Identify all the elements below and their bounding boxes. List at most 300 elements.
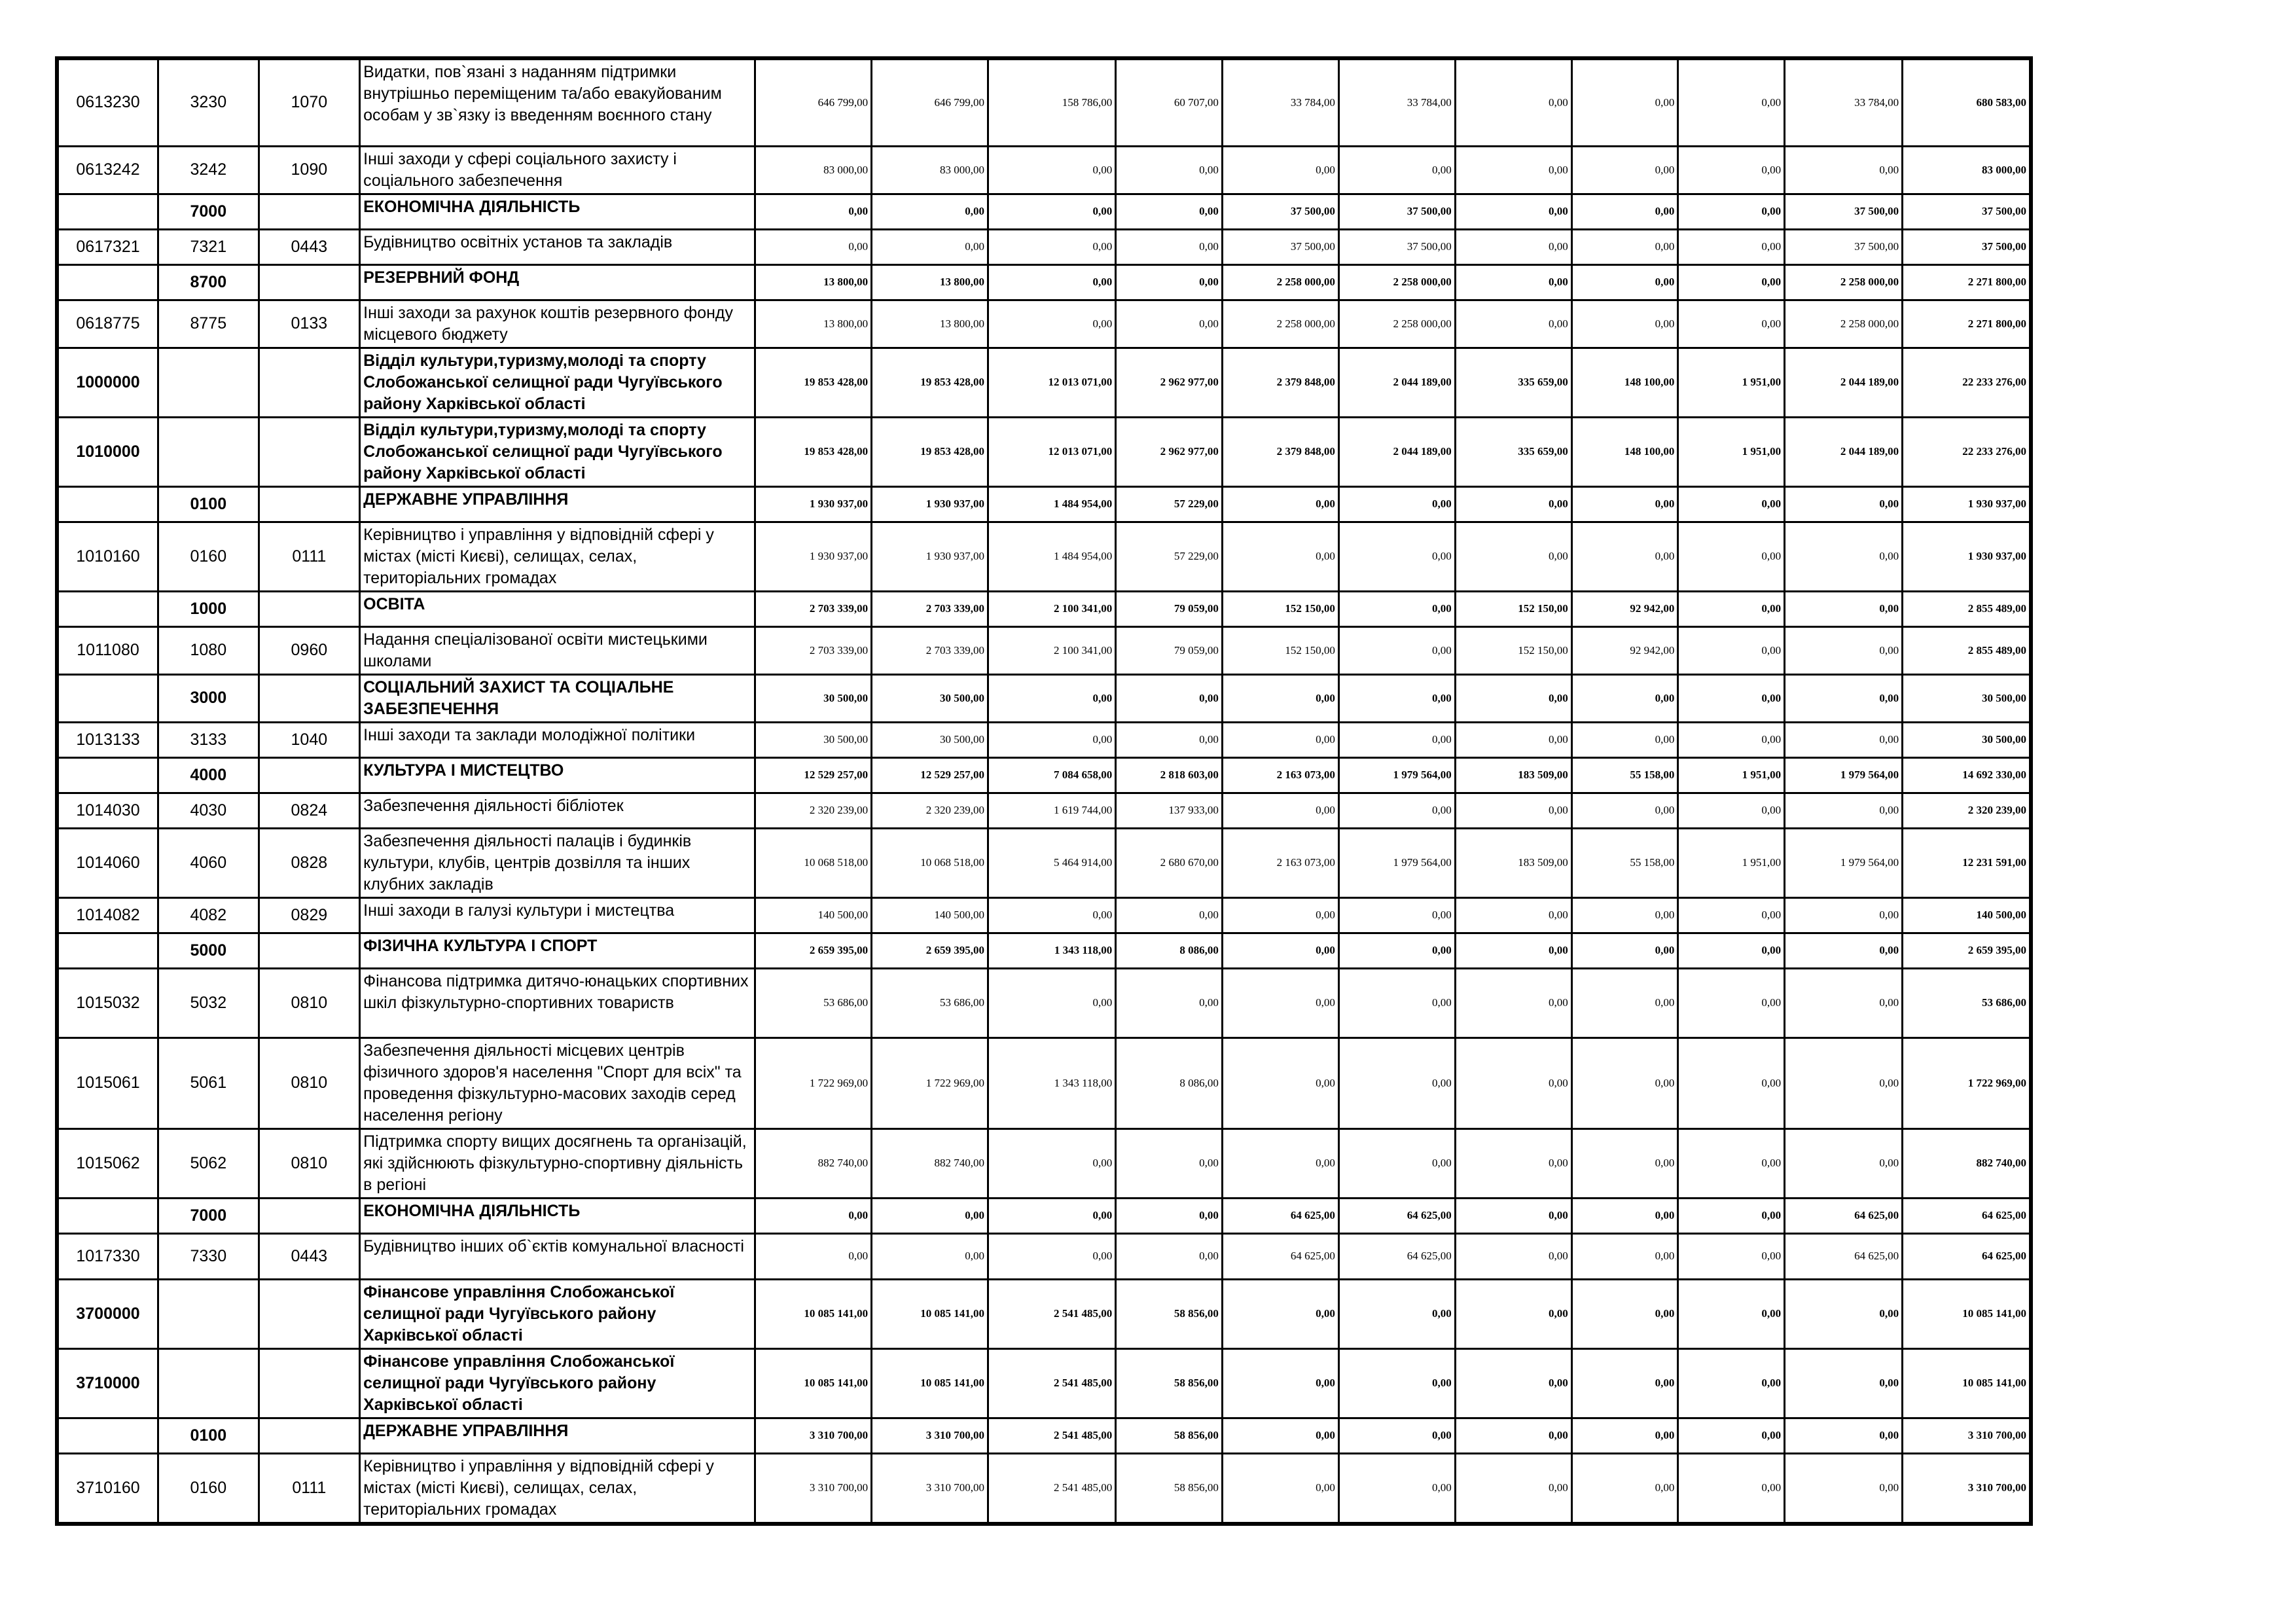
total-amount-cell: 2 855 489,00 [1903,591,2031,626]
amount-cell: 1 484 954,00 [988,486,1116,522]
table-row [57,146,2031,194]
total-amount-cell: 37 500,00 [1903,194,2031,229]
total-amount-cell: 2 320 239,00 [1903,793,2031,828]
amount-cell: 0,00 [1571,522,1678,591]
kpkv-code-cell: 7000 [158,1198,259,1233]
amount-cell: 12 013 071,00 [988,348,1116,417]
table-row [57,674,2031,722]
program-name-cell: Забезпечення діяльності бібліотек [360,793,755,828]
program-name-cell: Будівництво інших об`єктів комунальної власності [360,1233,755,1279]
amount-cell: 1 979 564,00 [1338,757,1455,793]
amount-cell: 10 068 518,00 [872,828,988,897]
kpkv-code-cell [158,1348,259,1418]
amount-cell: 0,00 [1222,1453,1338,1524]
amount-cell: 2 258 000,00 [1222,300,1338,348]
amount-cell: 0,00 [1678,793,1785,828]
amount-cell: 0,00 [1785,1348,1903,1418]
amount-cell: 2 044 189,00 [1785,348,1903,417]
amount-cell: 137 933,00 [1116,793,1223,828]
amount-cell: 1 930 937,00 [755,522,872,591]
amount-cell: 0,00 [1455,1038,1571,1128]
amount-cell: 0,00 [1571,58,1678,146]
amount-cell: 0,00 [1785,146,1903,194]
amount-cell: 58 856,00 [1116,1418,1223,1453]
amount-cell: 0,00 [1785,1453,1903,1524]
amount-cell: 0,00 [1222,522,1338,591]
amount-cell: 2 541 485,00 [988,1453,1116,1524]
amount-cell: 0,00 [1455,1198,1571,1233]
amount-cell: 0,00 [1571,968,1678,1038]
function-code-cell: 1070 [259,58,360,146]
amount-cell: 33 784,00 [1338,58,1455,146]
amount-cell: 0,00 [1571,933,1678,968]
function-code-cell: 0133 [259,300,360,348]
program-name-cell: Забезпечення діяльності палаців i будинків культури, клубів, центрів дозвілля та iнших клубних закладів [360,828,755,897]
program-name-cell: Інші заходи у сфері соціального захисту і соціального забезпечення [360,146,755,194]
amount-cell: 0,00 [1116,229,1223,264]
program-name-cell: Керівництво і управління у відповідній сфері у містах (місті Києві), селищах, селах, територіальних громадах [360,1453,755,1524]
table-row [57,229,2031,264]
function-code-cell: 0960 [259,626,360,674]
amount-cell: 0,00 [1678,1418,1785,1453]
amount-cell: 2 962 977,00 [1116,348,1223,417]
amount-cell: 0,00 [1571,1453,1678,1524]
program-code-cell: 1011080 [57,626,158,674]
amount-cell: 2 962 977,00 [1116,417,1223,486]
amount-cell: 0,00 [1116,674,1223,722]
function-code-cell: 1090 [259,146,360,194]
amount-cell: 0,00 [988,194,1116,229]
table-row [57,793,2031,828]
program-code-cell: 3700000 [57,1279,158,1348]
program-name-cell: КУЛЬТУРА І МИСТЕЦТВО [360,757,755,793]
program-code-cell: 1015061 [57,1038,158,1128]
amount-cell: 0,00 [1785,722,1903,757]
amount-cell: 64 625,00 [1785,1198,1903,1233]
amount-cell: 0,00 [1116,146,1223,194]
amount-cell: 57 229,00 [1116,486,1223,522]
kpkv-code-cell [158,1279,259,1348]
amount-cell: 2 680 670,00 [1116,828,1223,897]
amount-cell: 0,00 [1455,1233,1571,1279]
amount-cell: 140 500,00 [755,897,872,933]
amount-cell: 0,00 [1678,722,1785,757]
total-amount-cell: 1 722 969,00 [1903,1038,2031,1128]
amount-cell: 0,00 [1338,722,1455,757]
program-code-cell: 3710000 [57,1348,158,1418]
amount-cell: 1 930 937,00 [755,486,872,522]
amount-cell: 2 703 339,00 [872,626,988,674]
amount-cell: 0,00 [1455,300,1571,348]
program-code-cell: 0613230 [57,58,158,146]
amount-cell: 0,00 [1222,146,1338,194]
kpkv-code-cell: 1080 [158,626,259,674]
amount-cell: 0,00 [1455,1128,1571,1198]
amount-cell: 2 659 395,00 [755,933,872,968]
amount-cell: 0,00 [988,264,1116,300]
amount-cell: 0,00 [1785,626,1903,674]
total-amount-cell: 30 500,00 [1903,722,2031,757]
amount-cell: 335 659,00 [1455,417,1571,486]
program-code-cell [57,757,158,793]
amount-cell: 33 784,00 [1222,58,1338,146]
amount-cell: 0,00 [1678,1453,1785,1524]
function-code-cell: 0810 [259,1038,360,1128]
amount-cell: 13 800,00 [755,264,872,300]
kpkv-code-cell: 5032 [158,968,259,1038]
amount-cell: 183 509,00 [1455,757,1571,793]
amount-cell: 0,00 [1338,933,1455,968]
kpkv-code-cell: 5062 [158,1128,259,1198]
amount-cell: 0,00 [1455,933,1571,968]
program-name-cell: Фінансове управління Слобожанської селищної ради Чугуївського району Харківської області [360,1279,755,1348]
amount-cell: 1 930 937,00 [872,522,988,591]
amount-cell: 1 979 564,00 [1338,828,1455,897]
kpkv-code-cell: 0160 [158,522,259,591]
amount-cell: 0,00 [1338,1038,1455,1128]
amount-cell: 148 100,00 [1571,348,1678,417]
amount-cell: 0,00 [1678,1348,1785,1418]
function-code-cell [259,264,360,300]
amount-cell: 2 703 339,00 [755,591,872,626]
amount-cell: 882 740,00 [755,1128,872,1198]
amount-cell: 2 541 485,00 [988,1418,1116,1453]
amount-cell: 64 625,00 [1222,1233,1338,1279]
kpkv-code-cell: 1000 [158,591,259,626]
program-code-cell: 1013133 [57,722,158,757]
program-name-cell: Відділ культури,туризму,молоді та спорту Слобожанської селищної ради Чугуївського району Харківської області [360,417,755,486]
table-body [57,58,2031,1524]
total-amount-cell: 3 310 700,00 [1903,1453,2031,1524]
amount-cell: 0,00 [1222,1418,1338,1453]
amount-cell: 0,00 [1571,1128,1678,1198]
amount-cell: 2 258 000,00 [1222,264,1338,300]
amount-cell: 0,00 [1678,897,1785,933]
amount-cell: 0,00 [1785,897,1903,933]
amount-cell: 0,00 [1338,793,1455,828]
program-code-cell: 3710160 [57,1453,158,1524]
amount-cell: 0,00 [1222,1348,1338,1418]
amount-cell: 0,00 [1455,1418,1571,1453]
amount-cell: 2 703 339,00 [872,591,988,626]
kpkv-code-cell: 3242 [158,146,259,194]
amount-cell: 148 100,00 [1571,417,1678,486]
program-name-cell: Інші заходи в галузі культури і мистецтва [360,897,755,933]
amount-cell: 1 484 954,00 [988,522,1116,591]
amount-cell: 0,00 [1338,1128,1455,1198]
amount-cell: 8 086,00 [1116,933,1223,968]
table-row [57,300,2031,348]
amount-cell: 10 085 141,00 [755,1279,872,1348]
amount-cell: 1 930 937,00 [872,486,988,522]
amount-cell: 37 500,00 [1785,194,1903,229]
amount-cell: 2 044 189,00 [1785,417,1903,486]
amount-cell: 0,00 [1678,229,1785,264]
total-amount-cell: 10 085 141,00 [1903,1279,2031,1348]
amount-cell: 0,00 [1785,1418,1903,1453]
amount-cell: 19 853 428,00 [872,348,988,417]
amount-cell: 58 856,00 [1116,1348,1223,1418]
total-amount-cell: 10 085 141,00 [1903,1348,2031,1418]
amount-cell: 1 979 564,00 [1785,828,1903,897]
amount-cell: 2 320 239,00 [755,793,872,828]
kpkv-code-cell: 3133 [158,722,259,757]
program-code-cell: 1015032 [57,968,158,1038]
amount-cell: 92 942,00 [1571,626,1678,674]
function-code-cell: 0443 [259,1233,360,1279]
amount-cell: 0,00 [1455,793,1571,828]
table-row [57,1198,2031,1233]
amount-cell: 33 784,00 [1785,58,1903,146]
amount-cell: 0,00 [1222,1279,1338,1348]
function-code-cell [259,348,360,417]
amount-cell: 0,00 [755,1198,872,1233]
amount-cell: 37 500,00 [1222,194,1338,229]
amount-cell: 0,00 [988,229,1116,264]
amount-cell: 0,00 [1222,897,1338,933]
amount-cell: 0,00 [988,1128,1116,1198]
amount-cell: 64 625,00 [1338,1198,1455,1233]
amount-cell: 3 310 700,00 [872,1453,988,1524]
function-code-cell: 0443 [259,229,360,264]
kpkv-code-cell: 0100 [158,1418,259,1453]
amount-cell: 0,00 [1455,486,1571,522]
program-name-cell: Забезпечення діяльності місцевих центрів фізичного здоров'я населення "Спорт для всіх" та проведення фізкультурно-масових заходів серед населення регіону [360,1038,755,1128]
amount-cell: 0,00 [1116,194,1223,229]
amount-cell: 0,00 [1785,1279,1903,1348]
amount-cell: 57 229,00 [1116,522,1223,591]
kpkv-code-cell: 5000 [158,933,259,968]
amount-cell: 0,00 [988,897,1116,933]
table-row [57,522,2031,591]
program-code-cell: 1014082 [57,897,158,933]
amount-cell: 2 659 395,00 [872,933,988,968]
amount-cell: 0,00 [1455,897,1571,933]
program-name-cell: Керівництво і управління у відповідній сфері у містах (місті Києві), селищах, селах, територіальних громадах [360,522,755,591]
amount-cell: 10 085 141,00 [755,1348,872,1418]
amount-cell: 30 500,00 [755,722,872,757]
amount-cell: 1 343 118,00 [988,1038,1116,1128]
amount-cell: 0,00 [872,1233,988,1279]
amount-cell: 12 529 257,00 [872,757,988,793]
amount-cell: 0,00 [1785,591,1903,626]
amount-cell: 152 150,00 [1222,626,1338,674]
table-row [57,897,2031,933]
amount-cell: 12 013 071,00 [988,417,1116,486]
amount-cell: 13 800,00 [872,264,988,300]
amount-cell: 0,00 [1116,1198,1223,1233]
amount-cell: 10 085 141,00 [872,1279,988,1348]
amount-cell: 0,00 [1455,264,1571,300]
amount-cell: 0,00 [988,968,1116,1038]
table-row [57,757,2031,793]
table-row [57,58,2031,146]
amount-cell: 19 853 428,00 [755,417,872,486]
amount-cell: 3 310 700,00 [755,1418,872,1453]
kpkv-code-cell: 8700 [158,264,259,300]
function-code-cell: 1040 [259,722,360,757]
table-row [57,417,2031,486]
amount-cell: 83 000,00 [872,146,988,194]
amount-cell: 0,00 [988,674,1116,722]
amount-cell: 2 258 000,00 [1785,300,1903,348]
amount-cell: 0,00 [1571,1279,1678,1348]
amount-cell: 0,00 [1678,1128,1785,1198]
amount-cell: 13 800,00 [755,300,872,348]
function-code-cell [259,757,360,793]
amount-cell: 335 659,00 [1455,348,1571,417]
amount-cell: 0,00 [1678,522,1785,591]
amount-cell: 1 951,00 [1678,348,1785,417]
amount-cell: 0,00 [872,229,988,264]
amount-cell: 1 722 969,00 [755,1038,872,1128]
function-code-cell [259,591,360,626]
program-code-cell: 1010000 [57,417,158,486]
amount-cell: 0,00 [1571,300,1678,348]
amount-cell: 0,00 [1116,968,1223,1038]
amount-cell: 0,00 [1678,674,1785,722]
amount-cell: 37 500,00 [1222,229,1338,264]
amount-cell: 0,00 [1678,591,1785,626]
program-name-cell: Надання спеціалізованої освіти мистецькими школами [360,626,755,674]
amount-cell: 30 500,00 [872,674,988,722]
amount-cell: 646 799,00 [755,58,872,146]
amount-cell: 0,00 [872,194,988,229]
total-amount-cell: 2 855 489,00 [1903,626,2031,674]
function-code-cell [259,1279,360,1348]
kpkv-code-cell: 0100 [158,486,259,522]
function-code-cell [259,486,360,522]
amount-cell: 30 500,00 [872,722,988,757]
kpkv-code-cell: 7330 [158,1233,259,1279]
amount-cell: 0,00 [1455,194,1571,229]
program-name-cell: РЕЗЕРВНИЙ ФОНД [360,264,755,300]
total-amount-cell: 1 930 937,00 [1903,486,2031,522]
amount-cell: 0,00 [1455,146,1571,194]
total-amount-cell: 2 271 800,00 [1903,300,2031,348]
amount-cell: 0,00 [1571,722,1678,757]
table-row [57,1233,2031,1279]
amount-cell: 0,00 [1455,722,1571,757]
amount-cell: 64 625,00 [1222,1198,1338,1233]
total-amount-cell: 12 231 591,00 [1903,828,2031,897]
amount-cell: 0,00 [1338,968,1455,1038]
amount-cell: 0,00 [1222,933,1338,968]
amount-cell: 79 059,00 [1116,626,1223,674]
function-code-cell [259,194,360,229]
amount-cell: 2 258 000,00 [1785,264,1903,300]
amount-cell: 0,00 [1571,1233,1678,1279]
kpkv-code-cell: 3230 [158,58,259,146]
program-name-cell: Фінансова підтримка дитячо-юнацьких спортивних шкіл фізкультурно-спортивних товариств [360,968,755,1038]
amount-cell: 1 343 118,00 [988,933,1116,968]
amount-cell: 0,00 [1785,522,1903,591]
amount-cell: 0,00 [1785,1128,1903,1198]
program-name-cell: ЕКОНОМІЧНА ДІЯЛЬНІСТЬ [360,194,755,229]
amount-cell: 53 686,00 [872,968,988,1038]
program-code-cell: 1015062 [57,1128,158,1198]
program-code-cell: 1000000 [57,348,158,417]
amount-cell: 0,00 [1222,722,1338,757]
function-code-cell [259,1348,360,1418]
table-row [57,486,2031,522]
amount-cell: 19 853 428,00 [872,417,988,486]
amount-cell: 0,00 [1455,522,1571,591]
function-code-cell [259,1198,360,1233]
amount-cell: 58 856,00 [1116,1453,1223,1524]
amount-cell: 64 625,00 [1338,1233,1455,1279]
total-amount-cell: 64 625,00 [1903,1233,2031,1279]
amount-cell: 0,00 [1116,722,1223,757]
table-row [57,591,2031,626]
function-code-cell: 0828 [259,828,360,897]
amount-cell: 0,00 [1338,591,1455,626]
amount-cell: 2 379 848,00 [1222,348,1338,417]
amount-cell: 0,00 [1338,522,1455,591]
table-row [57,1128,2031,1198]
amount-cell: 2 703 339,00 [755,626,872,674]
amount-cell: 140 500,00 [872,897,988,933]
budget-table [55,56,2033,1526]
table-row [57,194,2031,229]
amount-cell: 0,00 [1571,674,1678,722]
amount-cell: 0,00 [1116,1128,1223,1198]
amount-cell: 0,00 [1785,1038,1903,1128]
program-code-cell: 1010160 [57,522,158,591]
amount-cell: 1 722 969,00 [872,1038,988,1128]
table-row [57,1453,2031,1524]
amount-cell: 0,00 [1571,486,1678,522]
amount-cell: 646 799,00 [872,58,988,146]
program-name-cell: Фінансове управління Слобожанської селищної ради Чугуївського району Харківської області [360,1348,755,1418]
amount-cell: 0,00 [872,1198,988,1233]
program-name-cell: Інші заходи за рахунок коштів резервного фонду місцевого бюджету [360,300,755,348]
program-code-cell [57,591,158,626]
program-code-cell: 1014060 [57,828,158,897]
program-name-cell: Інші заходи та заклади молодіжної політики [360,722,755,757]
amount-cell: 0,00 [1571,1198,1678,1233]
amount-cell: 2 258 000,00 [1338,300,1455,348]
program-name-cell: ОСВІТА [360,591,755,626]
amount-cell: 19 853 428,00 [755,348,872,417]
table-row [57,1279,2031,1348]
program-code-cell [57,1418,158,1453]
program-name-cell: ДЕРЖАВНЕ УПРАВЛІННЯ [360,1418,755,1453]
amount-cell: 0,00 [1678,1279,1785,1348]
program-name-cell: СОЦІАЛЬНИЙ ЗАХИСТ ТА СОЦІАЛЬНЕ ЗАБЕЗПЕЧЕННЯ [360,674,755,722]
amount-cell: 0,00 [1571,793,1678,828]
program-code-cell [57,194,158,229]
function-code-cell: 0810 [259,1128,360,1198]
total-amount-cell: 2 659 395,00 [1903,933,2031,968]
amount-cell: 0,00 [1785,486,1903,522]
kpkv-code-cell: 5061 [158,1038,259,1128]
amount-cell: 55 158,00 [1571,757,1678,793]
amount-cell: 1 951,00 [1678,757,1785,793]
amount-cell: 0,00 [1455,674,1571,722]
function-code-cell: 0829 [259,897,360,933]
amount-cell: 0,00 [1116,897,1223,933]
function-code-cell: 0824 [259,793,360,828]
total-amount-cell: 1 930 937,00 [1903,522,2031,591]
program-name-cell: Відділ культури,туризму,молоді та спорту Слобожанської селищної ради Чугуївського району Харківської області [360,348,755,417]
amount-cell: 37 500,00 [1785,229,1903,264]
amount-cell: 0,00 [1678,194,1785,229]
amount-cell: 1 619 744,00 [988,793,1116,828]
program-name-cell: ЕКОНОМІЧНА ДІЯЛЬНІСТЬ [360,1198,755,1233]
function-code-cell [259,417,360,486]
function-code-cell [259,1418,360,1453]
